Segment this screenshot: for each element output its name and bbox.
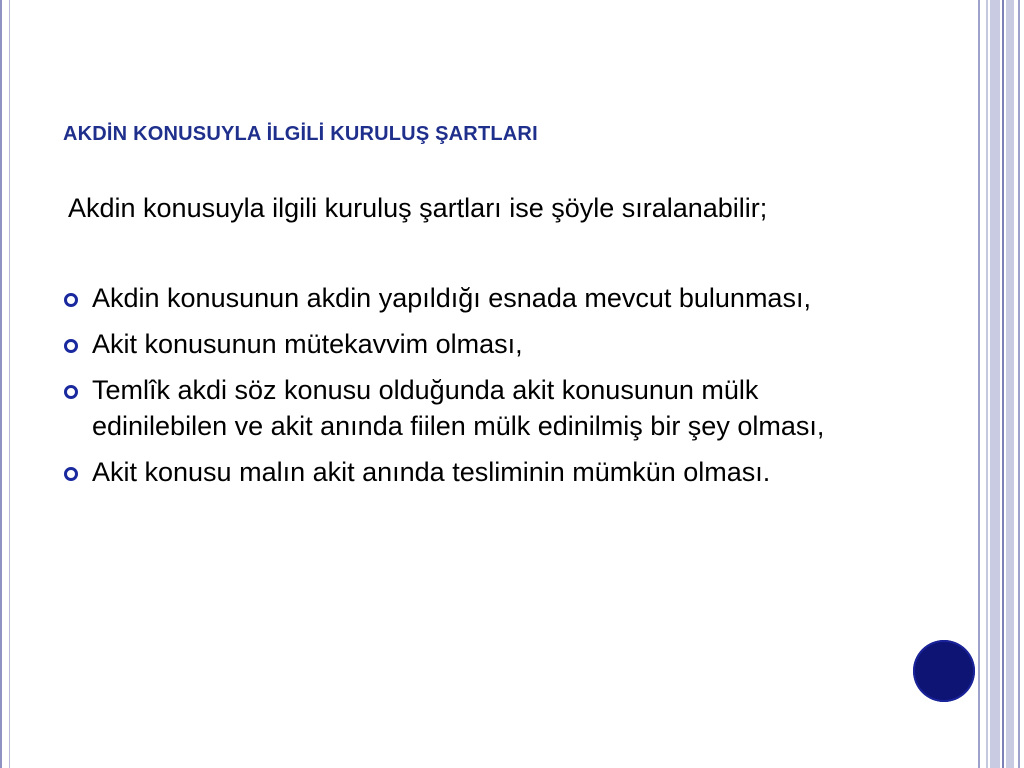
ring-bullet-icon <box>64 293 78 307</box>
bullet-item <box>62 372 892 444</box>
bullet-text: Akit konusunun mütekavvim olması, <box>92 329 523 359</box>
navy-circle-icon <box>913 640 975 702</box>
ring-bullet-icon <box>64 467 78 481</box>
left-frame-inner-line <box>9 0 10 768</box>
ring-bullet-icon <box>64 385 78 399</box>
intro-text: Akdin konusuyla ilgili kuruluş şartları ise şöyle sıralanabilir; <box>68 193 768 223</box>
left-frame-line <box>0 0 2 768</box>
bullet-text: Akdin konusunun akdin yapıldığı esnada mevcut bulunması, <box>92 283 811 313</box>
slide-title: AKDİN KONUSUYLA İLGİLİ KURULUŞ ŞARTLARI <box>63 123 538 145</box>
bullet-item <box>62 454 892 490</box>
right-frame-bars <box>974 0 1024 768</box>
bullet-list <box>62 280 892 500</box>
ring-bullet-icon <box>64 339 78 353</box>
bullet-text: Akit konusu malın akit anında tesliminin mümkün olması. <box>92 457 771 487</box>
bullet-text: Temlîk akdi söz konusu olduğunda akit konusunun mülk edinilebilen ve akit anında fiilen mülk edinilmiş bir şey olması, <box>92 375 825 441</box>
bullet-item <box>62 280 892 316</box>
bullet-item <box>62 326 892 362</box>
